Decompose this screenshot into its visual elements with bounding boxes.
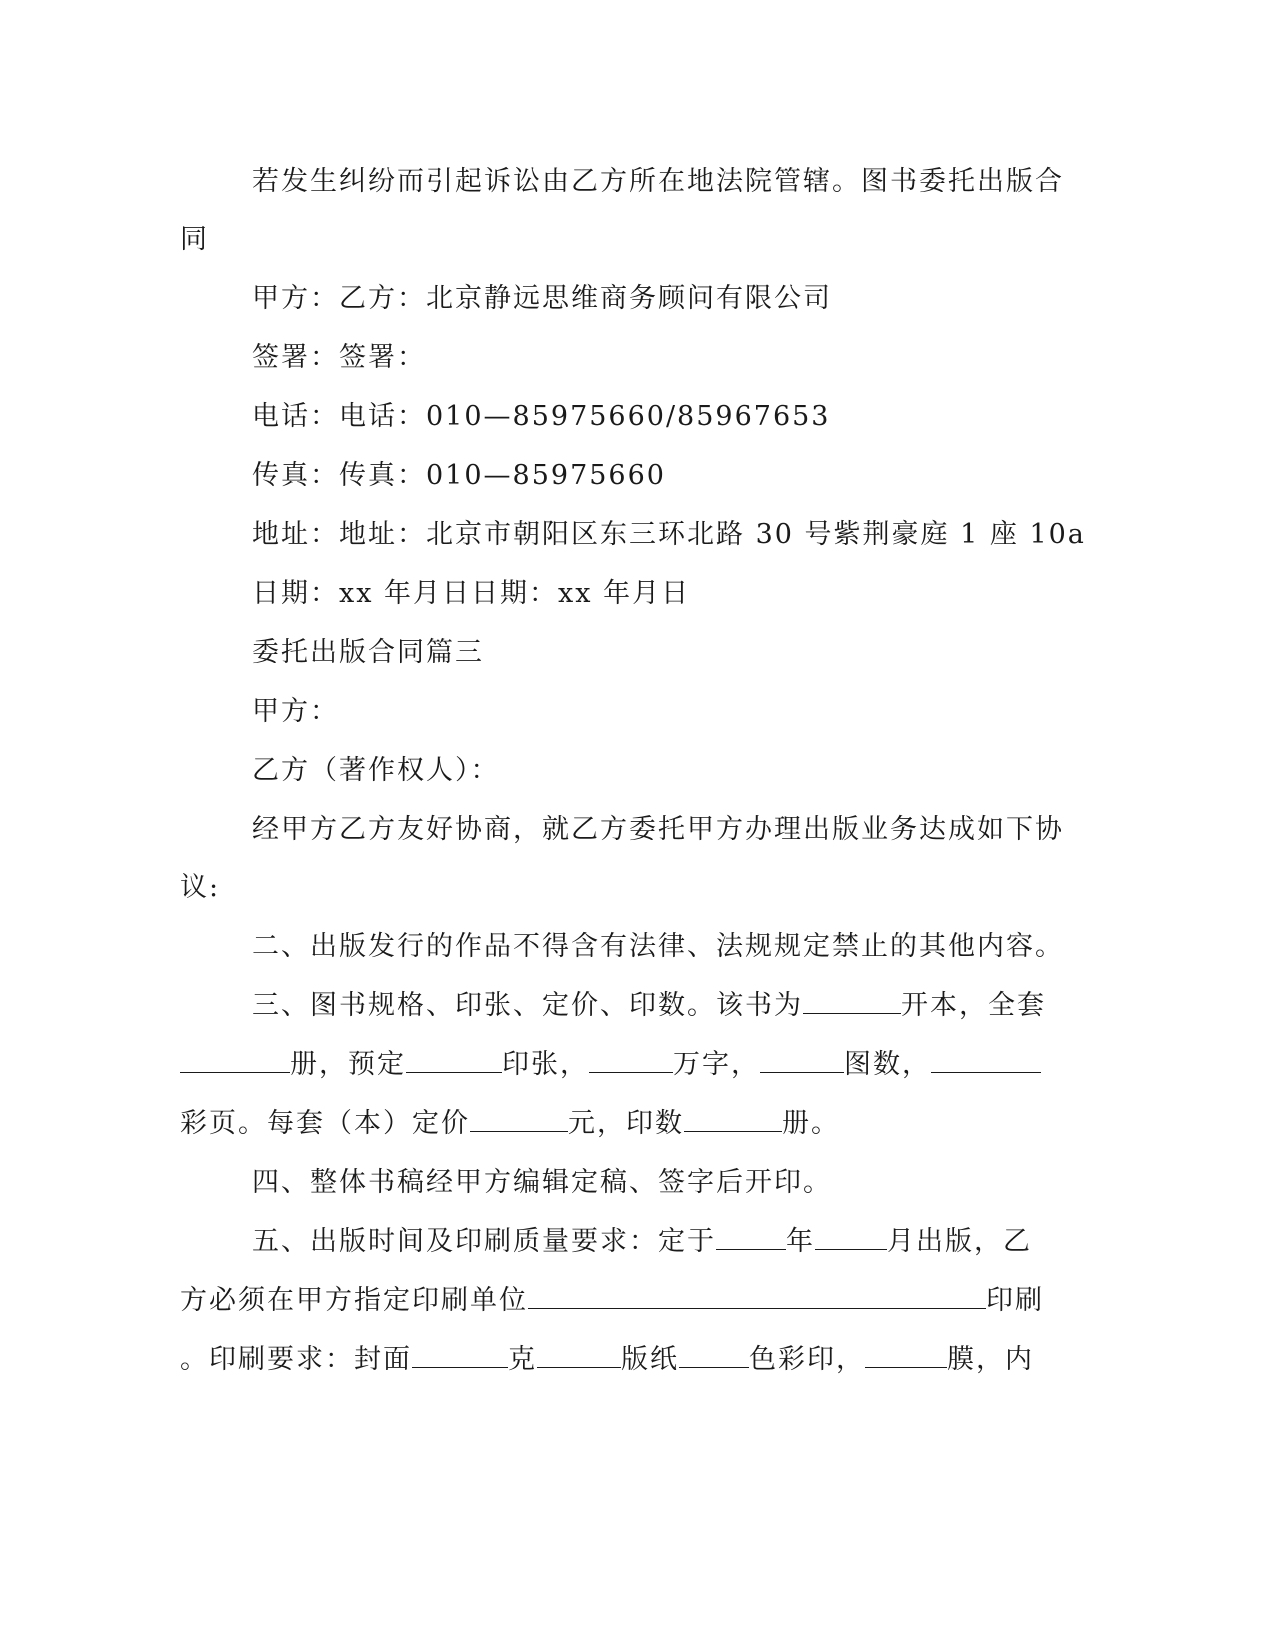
- clause-3-line-2: [180, 1049, 1041, 1081]
- agreement-intro-cont: 议:: [180, 872, 221, 903]
- clause-3-text: 万字，: [673, 1049, 760, 1080]
- clause-3-text: 元，印数: [568, 1108, 684, 1139]
- clause-5-text: 方必须在甲方指定印刷单位: [180, 1285, 528, 1316]
- blank-field: [180, 1050, 290, 1073]
- blank-field: [589, 1050, 673, 1073]
- blank-field: [528, 1286, 986, 1309]
- clause-5-line-1: [252, 1226, 1032, 1258]
- clause-4: 四、整体书稿经甲方编辑定稿、签字后开印。: [252, 1167, 832, 1198]
- clause-5-text: 版纸: [621, 1344, 679, 1375]
- blank-field: [537, 1345, 621, 1368]
- blank-field: [412, 1345, 508, 1368]
- address-line: 地址：地址：北京市朝阳区东三环北路 30 号紫荆豪庭 1 座 10a: [252, 519, 1086, 550]
- party-line: 甲方：乙方：北京静远思维商务顾问有限公司: [252, 283, 832, 314]
- clause-5-text: 年: [786, 1226, 815, 1257]
- paragraph-jurisdiction-cont: 同: [180, 224, 209, 255]
- clause-3-text: 册，预定: [290, 1049, 406, 1080]
- clause-5-text: 。印刷要求：封面: [180, 1344, 412, 1375]
- clause-3-text: 印张，: [502, 1049, 589, 1080]
- clause-3-text: 三、图书规格、印张、定价、印数。该书为: [252, 990, 803, 1021]
- signature-line: 签署：签署：: [252, 342, 426, 373]
- clause-3-line-3: [180, 1108, 840, 1140]
- paragraph-jurisdiction: 若发生纠纷而引起诉讼由乙方所在地法院管辖。图书委托出版合: [252, 166, 1064, 197]
- clause-3-text: 图数，: [844, 1049, 931, 1080]
- clause-5-text: 五、出版时间及印刷质量要求：定于: [252, 1226, 716, 1257]
- phone-line: 电话：电话：010—85975660/85967653: [252, 401, 831, 432]
- clause-5-line-2: [180, 1285, 1044, 1317]
- party-a-line: 甲方：: [252, 696, 339, 727]
- agreement-intro: 经甲方乙方友好协商，就乙方委托甲方办理出版业务达成如下协: [252, 814, 1064, 845]
- clause-2: 二、出版发行的作品不得含有法律、法规规定禁止的其他内容。: [252, 931, 1064, 962]
- blank-field: [406, 1050, 502, 1073]
- section-heading: 委托出版合同篇三: [252, 637, 484, 668]
- clause-5-text: 印刷: [986, 1285, 1044, 1316]
- clause-3-text: 册。: [782, 1108, 840, 1139]
- clause-5-text: 月出版，乙: [887, 1226, 1032, 1257]
- blank-field: [760, 1050, 844, 1073]
- blank-field: [716, 1227, 786, 1250]
- clause-5-line-3: [180, 1344, 1034, 1376]
- blank-field: [684, 1109, 782, 1132]
- clause-5-text: 膜，内: [947, 1344, 1034, 1375]
- clause-3-line-1: [252, 990, 1046, 1022]
- clause-5-text: 色彩印，: [749, 1344, 865, 1375]
- clause-3-text: 彩页。每套（本）定价: [180, 1108, 470, 1139]
- blank-field: [679, 1345, 749, 1368]
- blank-field: [815, 1227, 887, 1250]
- blank-field: [803, 991, 901, 1014]
- clause-3-text: 开本，全套: [901, 990, 1046, 1021]
- fax-line: 传真：传真：010—85975660: [252, 460, 666, 491]
- blank-field: [865, 1345, 947, 1368]
- blank-field: [931, 1050, 1041, 1073]
- party-b-line: 乙方（著作权人）：: [252, 755, 500, 786]
- date-line: 日期：xx 年月日日期：xx 年月日: [252, 578, 691, 609]
- clause-5-text: 克: [508, 1344, 537, 1375]
- blank-field: [470, 1109, 568, 1132]
